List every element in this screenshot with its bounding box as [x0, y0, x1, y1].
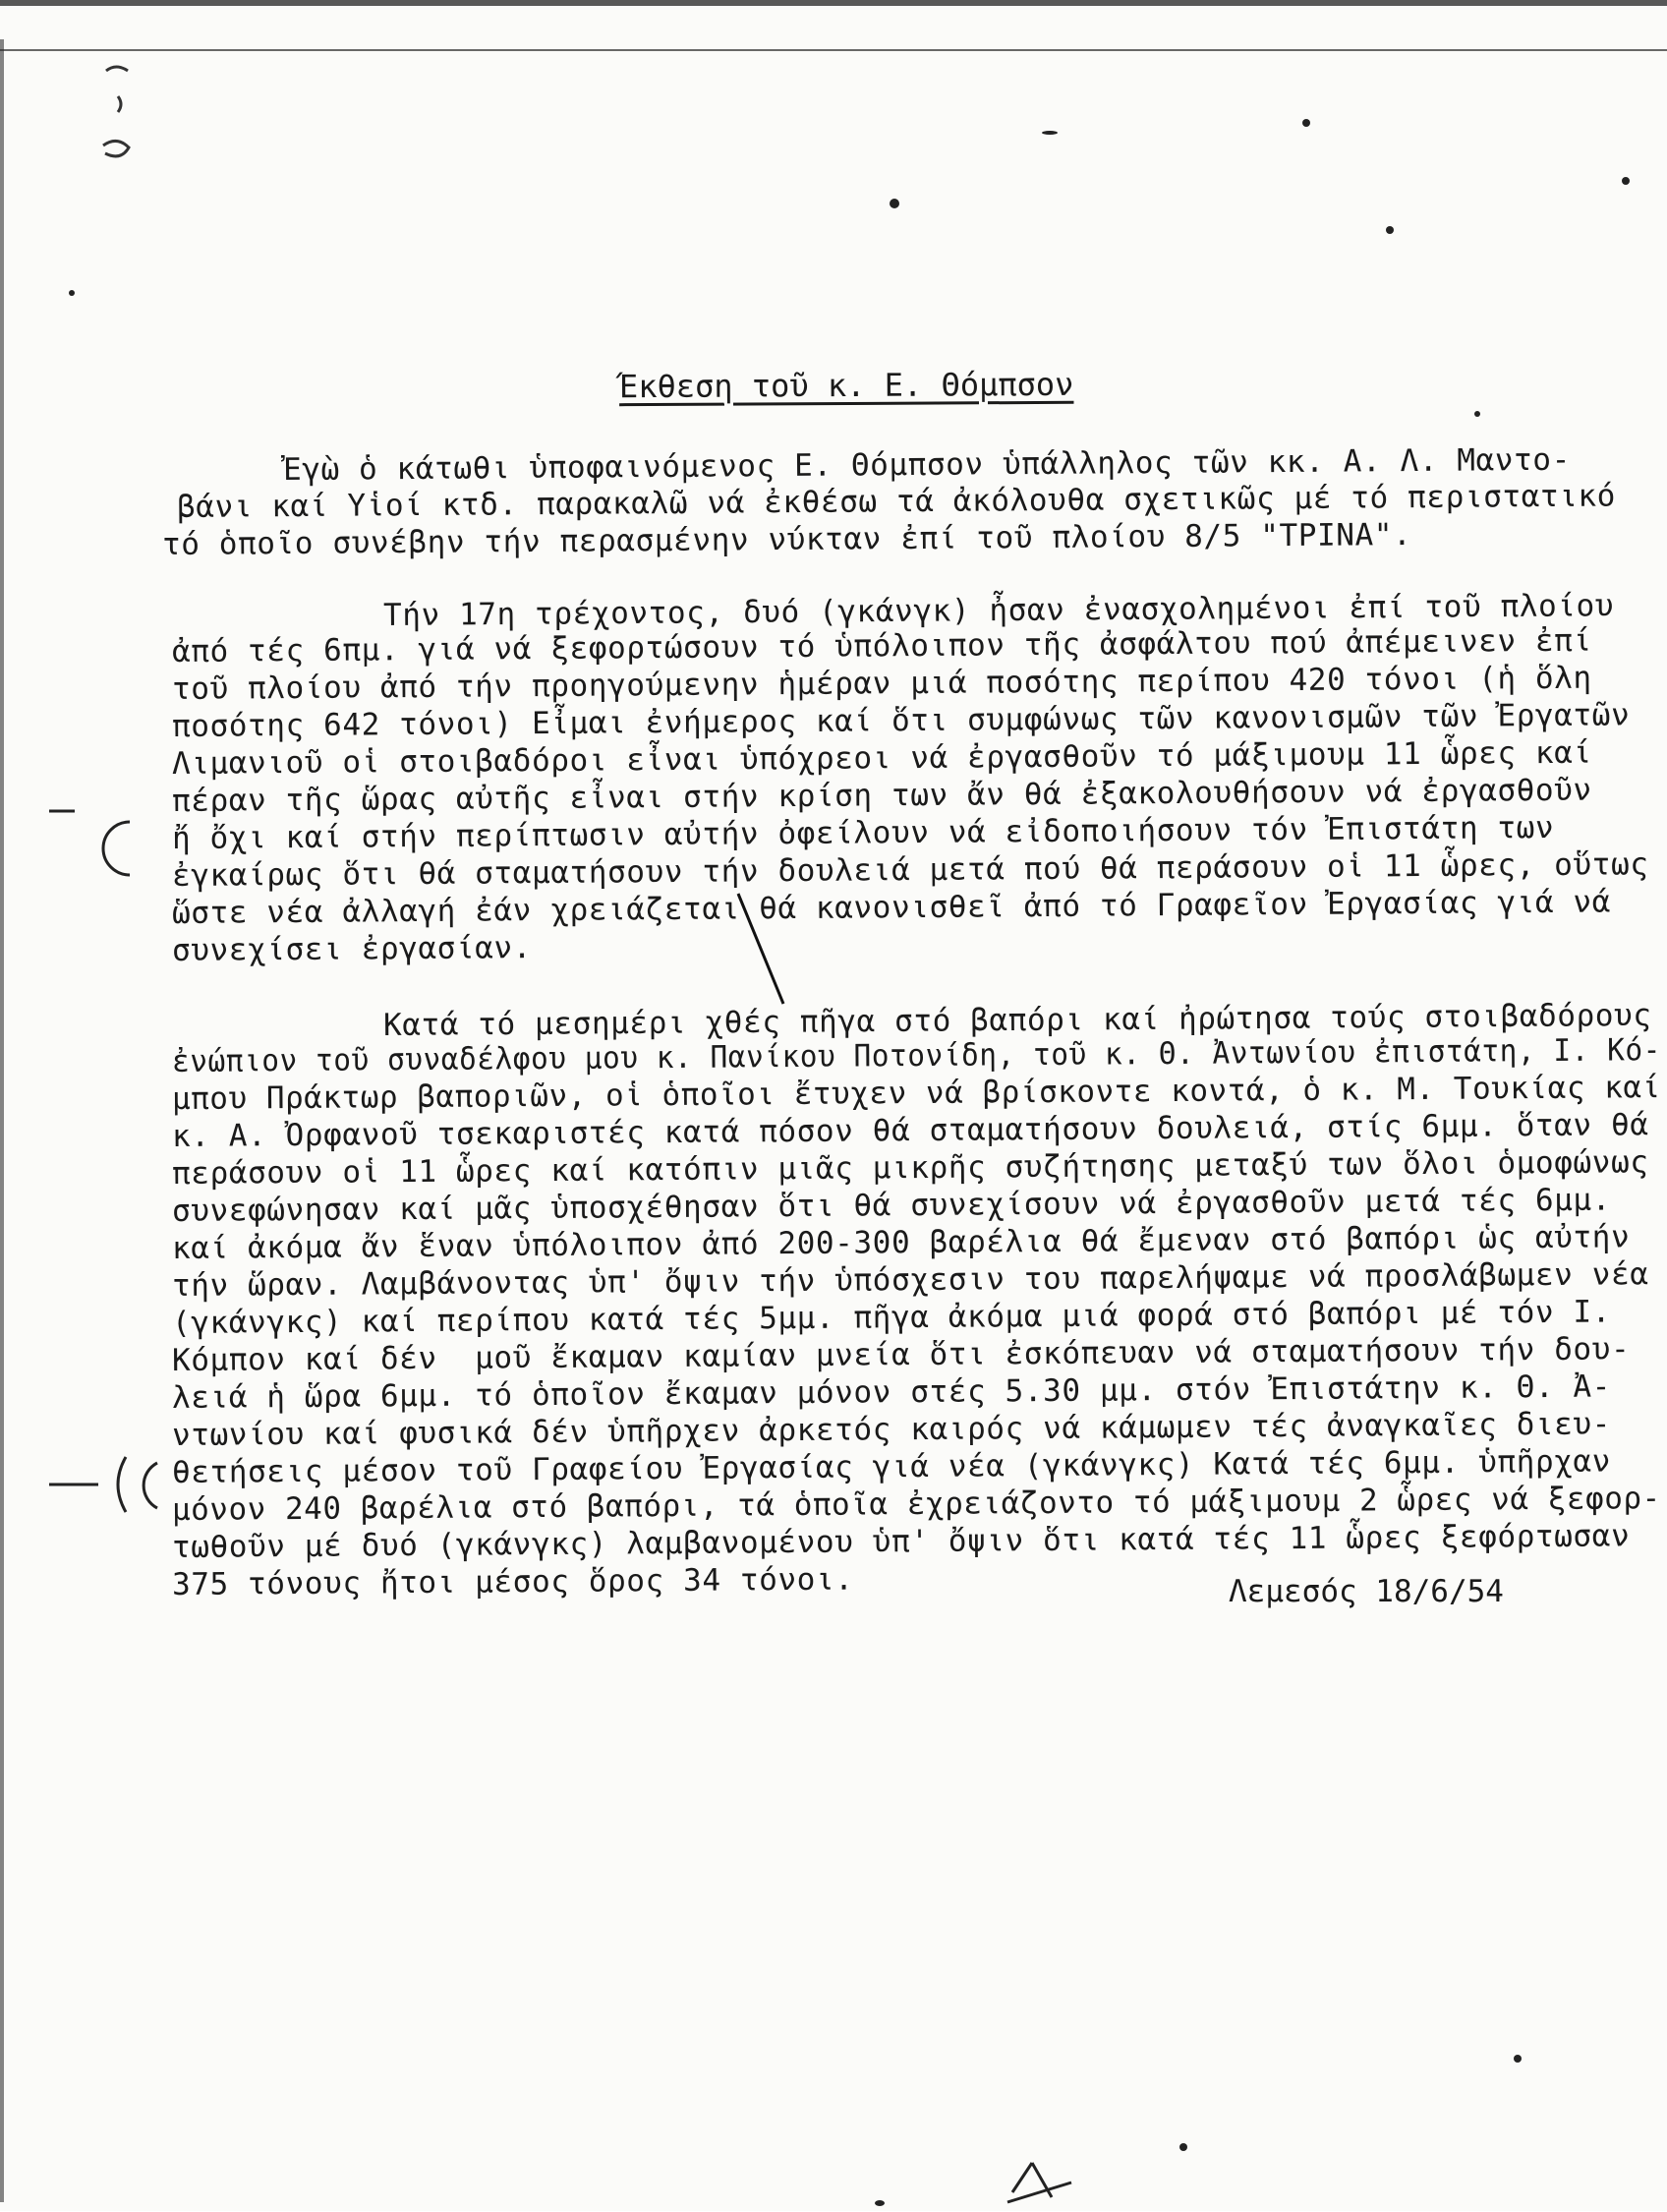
text-line: καί ἀκόμα ἄν ἕναν ὑπόλοιπον ἀπό 200-300 βαρέλια θά ἔμεναν στό βαπόρι ὡς αὐτήν: [171, 1219, 1631, 1266]
document-title: Έκθεση τοῦ κ. Ε. Θόμπσον: [618, 365, 1074, 406]
text-line: ντωνίου καί φυσικά δέν ὑπῆρχεν ἀρκετός καιρός νά κάμωμεν τές ἀναγκαῖες διευ-: [171, 1406, 1612, 1453]
text-line: ἤ ὄχι καί στήν περίπτωσιν αὐτήν ὀφείλουν νά εἰδοποιήσουν τόν Ἐπιστάτη των: [171, 809, 1555, 856]
text-line: Τήν 17η τρέχοντος, δυό (γκάνγκ) ἦσαν ἐνασχολημένοι ἐπί τοῦ πλοίου: [382, 588, 1615, 633]
scan-top-edge: [0, 0, 1667, 6]
hole-punch-mark-bottom: [39, 1445, 167, 1524]
text-line: τήν ὥραν. Λαμβάνοντας ὑπ' ὄψιν τήν ὑπόσχεσιν του παρελήψαμε νά προσλάβωμεν νέα: [171, 1256, 1649, 1304]
text-line: Κατά τό μεσημέρι χθές πῆγα στό βαπόρι καί ἠρώτησα τούς στοιβαδόρους: [382, 997, 1652, 1043]
hole-punch-mark-middle: [90, 814, 149, 883]
text-line: τωθοῦν μέ δυό (γκάνγκς) λαμβανομένου ὑπ' ὄψιν ὅτι κατά τές 11 ὧρες ξεφόρτωσαν: [171, 1518, 1631, 1565]
text-line: Ἐγὼ ὁ κάτωθι ὑποφαινόμενος Ε. Θόμπσον ὑπάλληλος τῶν κκ. Α. Λ. Μαντο-: [282, 441, 1572, 488]
hole-punch-mark-top: [98, 57, 147, 175]
text-line: ἐνώπιον τοῦ συναδέλφου μου κ. Πανίκου Ποτονίδη, τοῦ κ. Θ. Ἀντωνίου ἐπιστάτη, Ι. Κό-: [171, 1032, 1662, 1079]
place-and-date: Λεμεσός 18/6/54: [1229, 1574, 1504, 1609]
text-line: κ. Α. Ὀρφανοῦ τσεκαριστές κατά πόσον θά σταματήσουν δουλειά, στίς 6μμ. ὅταν θά: [171, 1107, 1649, 1154]
scan-top-rule: [0, 49, 1667, 51]
text-line: τοῦ πλοίου ἀπό τήν προηγούμενην ἡμέραν μιά ποσότης περίπου 420 τόνοι (ἡ ὅλη: [171, 660, 1592, 707]
text-line: μόνον 240 βαρέλια στό βαπόρι, τά ὁποῖα ἐχρειάζοντο τό μάξιμουμ 2 ὧρες νά ξεφορ-: [171, 1481, 1661, 1528]
scan-left-edge: [0, 39, 4, 2202]
text-line: λειά ἡ ὥρα 6μμ. τό ὁποῖον ἔκαμαν μόνον στές 5.30 μμ. στόν Ἐπιστάτην κ. Θ. Ἀ-: [171, 1368, 1612, 1416]
text-line: Λιμανιοῦ οἱ στοιβαδόροι εἶναι ὑπόχρεοι νά ἐργασθοῦν τό μάξιμουμ 11 ὧρες καί: [171, 734, 1592, 782]
text-line: ὥστε νέα ἀλλαγή ἐάν χρειάζεται θά κανονισθεῖ ἀπό τό Γραφεῖον Ἐργασίας γιά νά: [171, 884, 1612, 931]
text-line: περάσουν οἱ 11 ὧρες καί κατόπιν μιᾶς μικρῆς συζήτησης μεταξύ των ὅλοι ὁμοφώνως: [171, 1144, 1649, 1192]
text-line: συνεφώνησαν καί μᾶς ὑποσχέθησαν ὅτι θά συνεχίσουν νά ἐργασθοῦν μετά τές 6μμ.: [171, 1182, 1612, 1229]
text-line: ἀπό τές 6πμ. γιά νά ξεφορτώσουν τό ὑπόλοιπον τῆς ἀσφάλτου πού ἀπέμεινεν ἐπί: [171, 622, 1592, 669]
text-line: πέραν τῆς ὥρας αὐτῆς εἶναι στήν κρίση των ἄν θά ἐξακολουθήσουν νά ἐργασθοῦν: [171, 772, 1592, 819]
text-line: βάνι καί Υἱοί κτδ. παρακαλῶ νά ἐκθέσω τά ἀκόλουθα σχετικῶς μέ τό περιστατικό: [176, 478, 1617, 525]
text-line: (γκάνγκς) καί περίπου κατά τές 5μμ. πῆγα ἀκόμα μιά φορά στό βαπόρι μέ τόν Ι.: [171, 1294, 1612, 1341]
text-line: θετήσεις μέσον τοῦ Γραφείου Ἐργασίας γιά νέα (γκάνγκς) Κατά τές 6μμ. ὑπῆρχαν: [171, 1443, 1612, 1490]
text-line: συνεχίσει ἐργασίαν.: [171, 930, 533, 968]
left-margin-tick: [49, 806, 79, 816]
scan-scratch-bottom: [1003, 2153, 1081, 2212]
text-line: μπου Πράκτωρ βαποριῶν, οἱ ὁποῖοι ἔτυχεν νά βρίσκοντε κοντά, ὁ κ. Μ. Τουκίας καί: [171, 1070, 1661, 1117]
text-line: Κόμπον καί δέν μοῦ ἔκαμαν καμίαν μνεία ὅτι ἐσκόπευαν νά σταματήσουν τήν δου-: [171, 1331, 1631, 1378]
text-line: ἐγκαίρως ὅτι θά σταματήσουν τήν δουλειά μετά πού θά περάσουν οἱ 11 ὧρες, οὕτως: [171, 846, 1649, 894]
text-line: ποσότης 642 τόνοι) Εἶμαι ἐνήμερος καί ὅτι συμφώνως τῶν κανονισμῶν τῶν Ἐργατῶν: [171, 697, 1631, 744]
text-line: 375 τόνους ἤτοι μέσος ὅρος 34 τόνοι.: [171, 1561, 854, 1602]
text-line: τό ὁποῖο συνέβην τήν περασμένην νύκταν ἐπί τοῦ πλοίου 8/5 "ΤΡΙΝΑ".: [161, 517, 1412, 562]
